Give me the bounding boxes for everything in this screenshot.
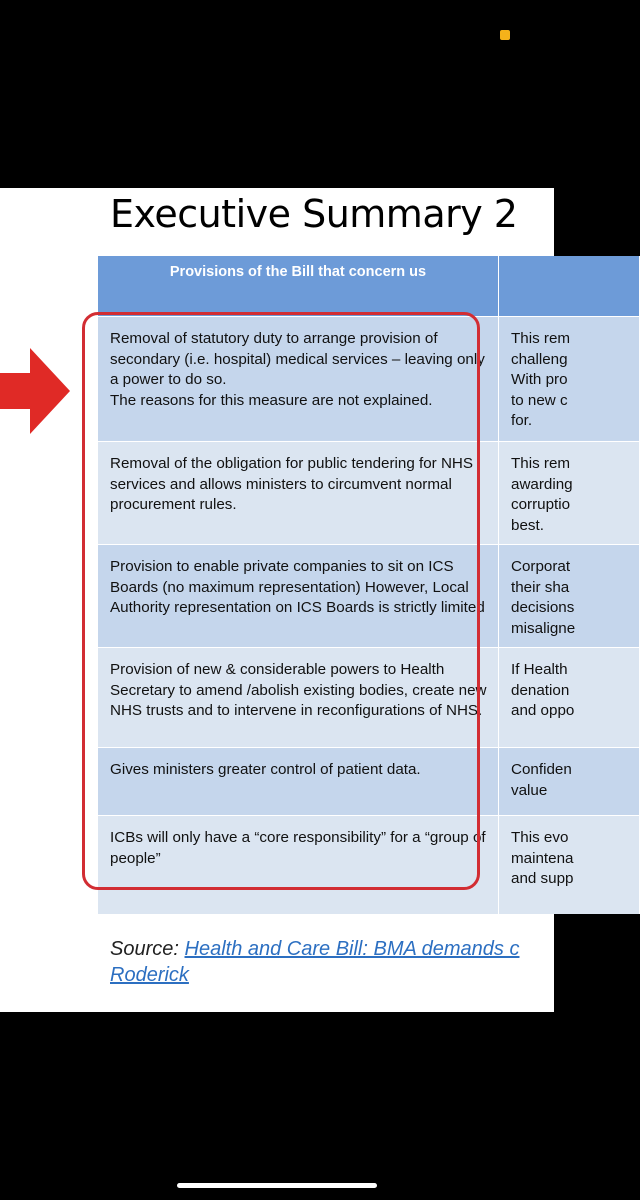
red-arrow-icon — [0, 346, 70, 436]
table-header-row — [98, 256, 640, 317]
provision-cell: ICBs will only have a “core responsibility” for a “group of people” — [98, 816, 499, 914]
concern-cell: If Health denation and oppo — [499, 648, 640, 748]
provision-cell: Gives ministers greater control of patient data. — [98, 748, 499, 816]
header-concerns — [499, 256, 640, 317]
source-link[interactable]: Health and Care Bill: BMA demands c Roderick — [110, 938, 520, 986]
highlight-box — [82, 312, 480, 890]
source-label: Source — [110, 938, 174, 960]
concern-cell: This rem awarding corruptio best. — [499, 442, 640, 545]
concern-cell: This rem challeng With pro to new c for. — [499, 317, 640, 442]
source-citation — [110, 936, 570, 988]
slide-title: Executive Summary 2 — [110, 192, 518, 236]
home-indicator[interactable] — [177, 1183, 377, 1188]
concern-cell: Corporat their sha decisions misaligne — [499, 545, 640, 648]
provision-cell: Provision to enable private companies to sit on ICS Boards (no maximum representation) However, Local Authority representation on ICS Boards is strictly limited — [98, 545, 499, 648]
source-separator: : — [173, 938, 185, 960]
concern-cell: This evo maintena and supp — [499, 816, 640, 914]
provision-cell: Removal of the obligation for public tendering for NHS services and allows ministers to circumvent normal procurement rules. — [98, 442, 499, 545]
status-indicator-dot — [500, 30, 510, 40]
provision-cell: Provision of new & considerable powers to Health Secretary to amend /abolish existing bodies, create new NHS trusts and to intervene in reconfigurations of NHS. — [98, 648, 499, 748]
slide-image — [0, 188, 576, 1012]
provision-cell: Removal of statutory duty to arrange provision of secondary (i.e. hospital) medical services – leaving only a power to do so. The reasons for this measure are not explained. — [98, 317, 499, 442]
header-provisions: Provisions of the Bill that concern us — [98, 256, 499, 317]
concern-cell: Confiden value — [499, 748, 640, 816]
